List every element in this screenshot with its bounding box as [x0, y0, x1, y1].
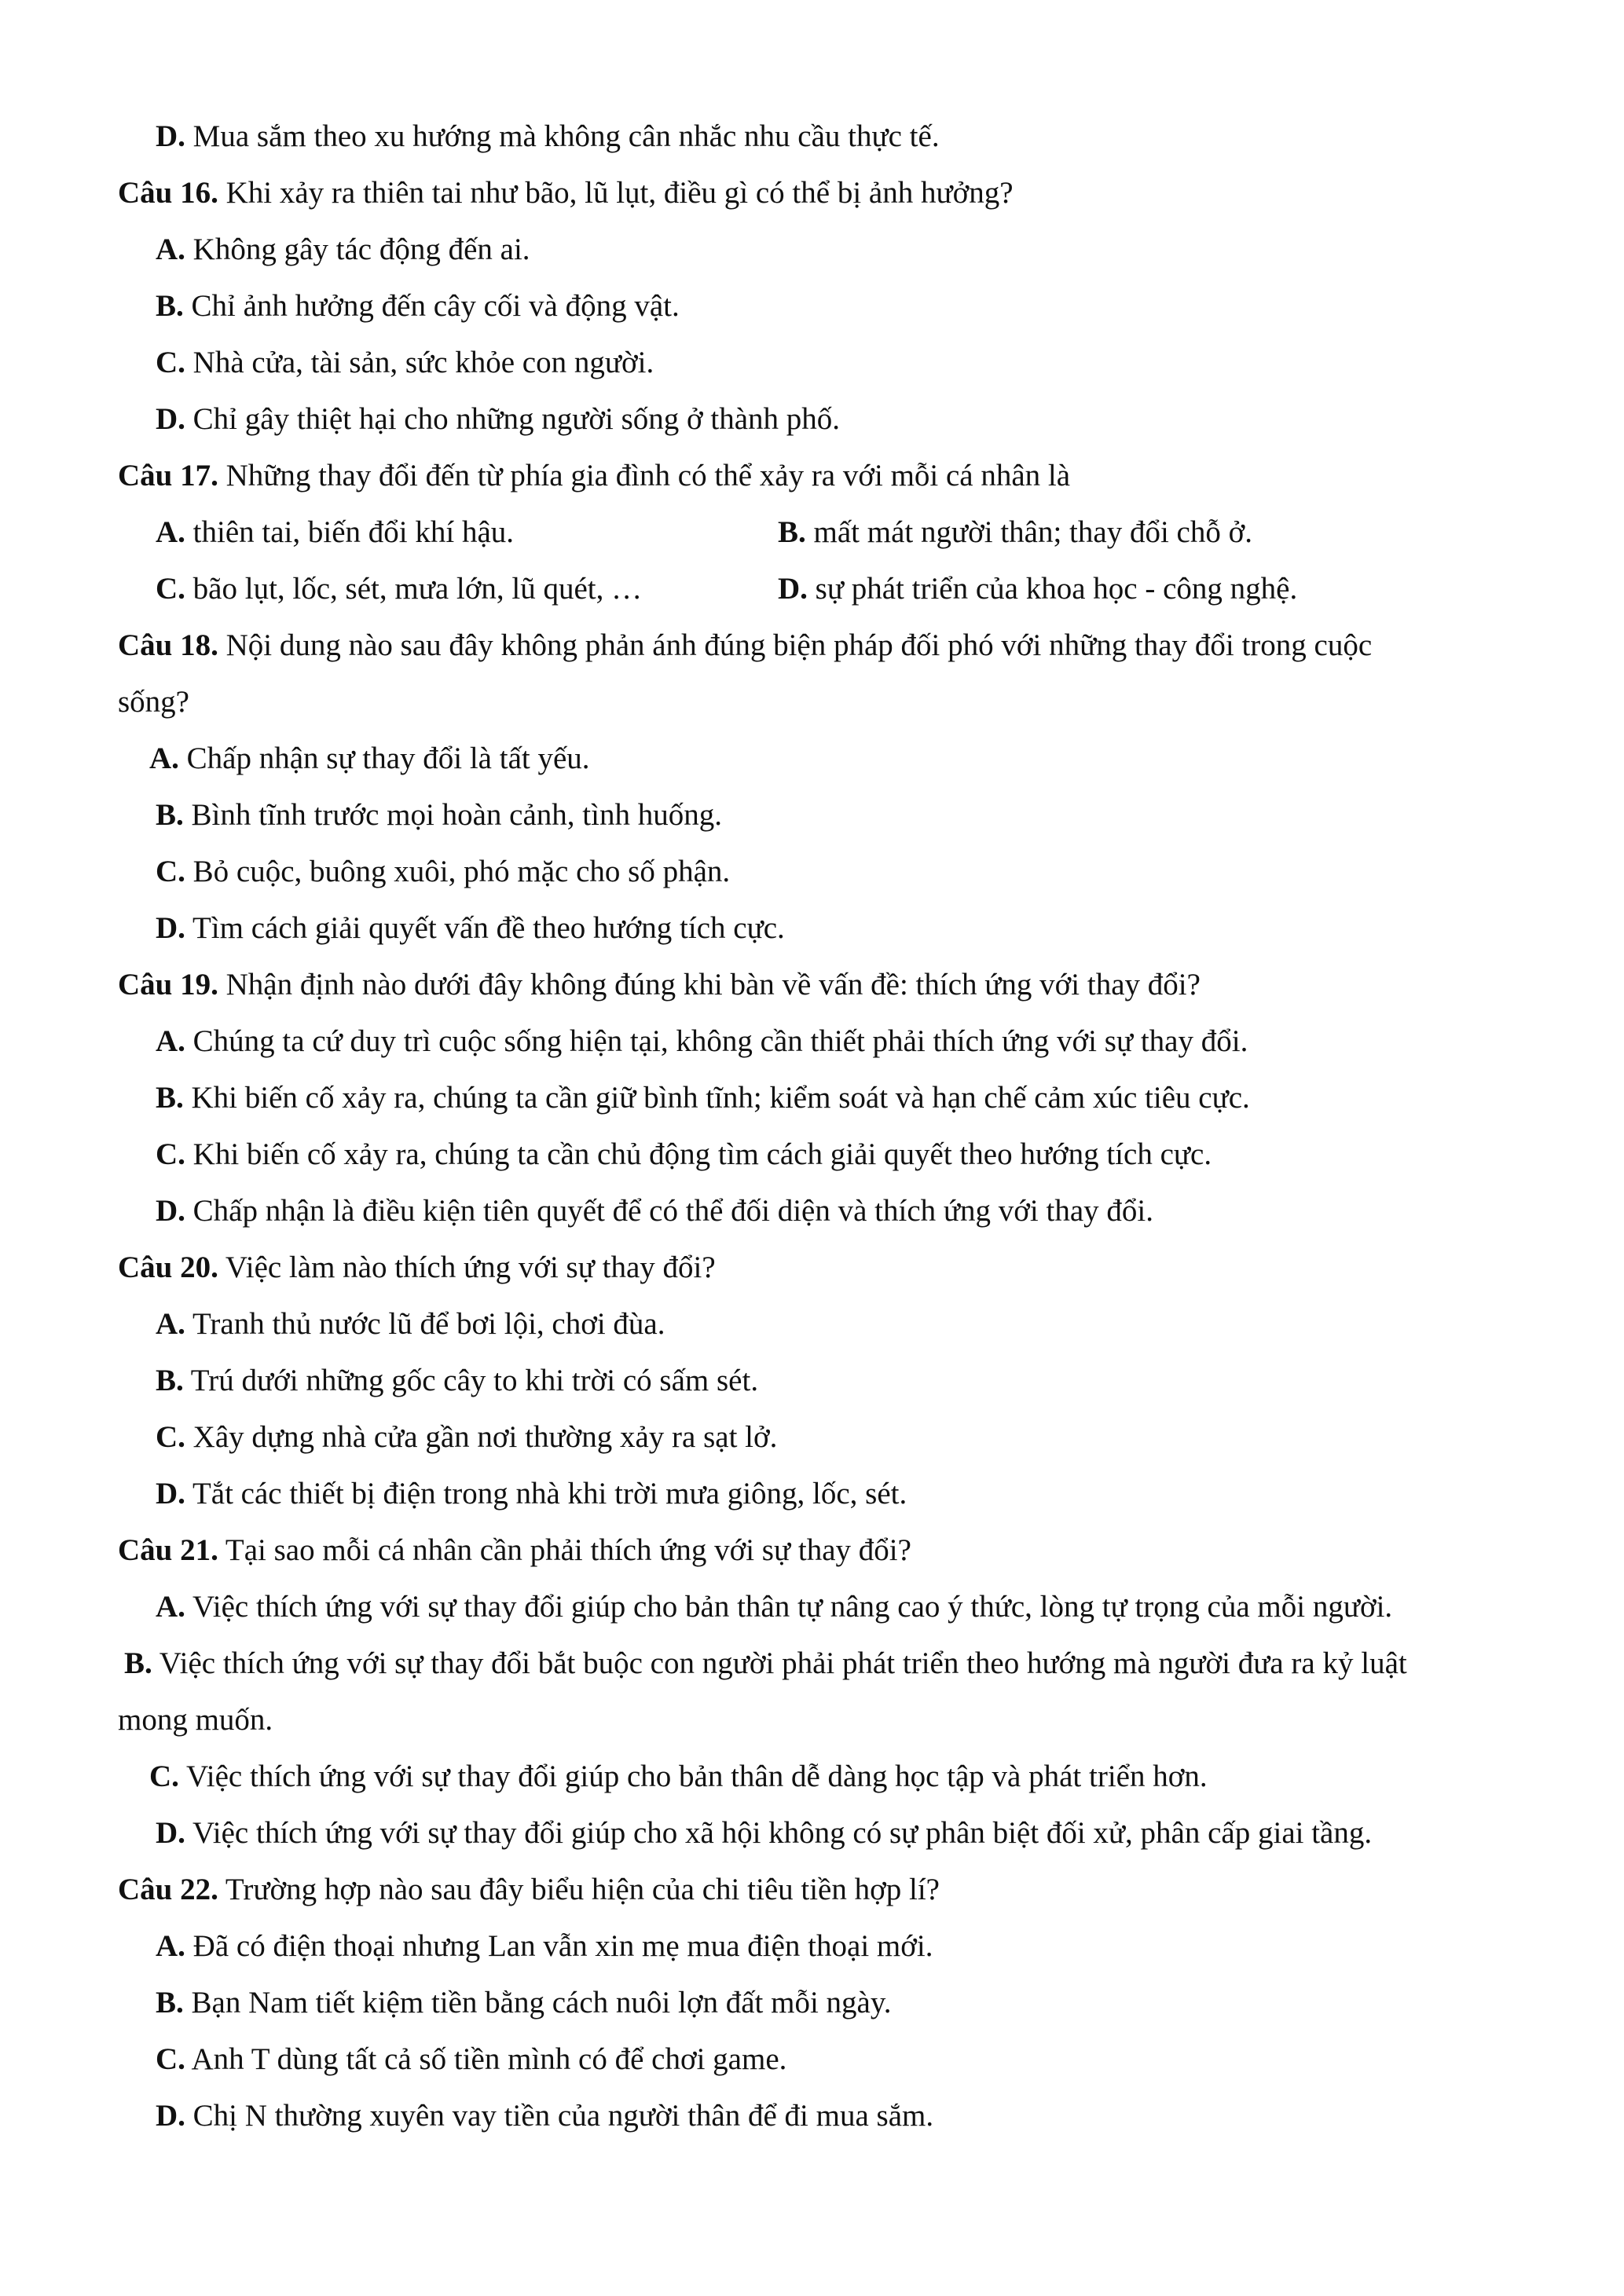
option-label: B.: [156, 1364, 184, 1397]
question-text: sống?: [118, 685, 189, 719]
option-16-b: [156, 286, 680, 327]
option-label: D.: [778, 572, 808, 606]
option-text: Khi biến cố xảy ra, chúng ta cần chủ động tìm cách giải quyết theo hướng tích cực.: [185, 1137, 1212, 1171]
option-18-b: [156, 795, 722, 836]
option-21-b-continued: [118, 1700, 273, 1741]
option-text: Tắt các thiết bị điện trong nhà khi trời mưa giông, lốc, sét.: [185, 1477, 907, 1511]
option-text: Chấp nhận là điều kiện tiên quyết để có thể đối diện và thích ứng với thay đổi.: [185, 1194, 1153, 1228]
option-20-a: [156, 1304, 665, 1345]
option-21-c: [149, 1756, 1208, 1797]
option-17-a: [156, 512, 514, 553]
option-label: D.: [156, 911, 185, 945]
question-text: Tại sao mỗi cá nhân cần phải thích ứng với sự thay đổi?: [218, 1533, 911, 1567]
question-label: Câu 22.: [118, 1873, 218, 1906]
option-text: bão lụt, lốc, sét, mưa lớn, lũ quét, …: [185, 572, 643, 606]
option-18-d: [156, 908, 785, 949]
option-text: Bạn Nam tiết kiệm tiền bằng cách nuôi lợn đất mỗi ngày.: [183, 1986, 892, 2020]
question-18-continued: [118, 682, 189, 723]
option-text: Xây dựng nhà cửa gần nơi thường xảy ra sạt lở.: [185, 1420, 778, 1454]
question-18: [118, 625, 1372, 666]
option-text: Mua sắm theo xu hướng mà không cân nhắc nhu cầu thực tế.: [185, 119, 940, 153]
option-18-a: [149, 738, 590, 779]
option-15-d: [156, 116, 940, 157]
question-text: Nội dung nào sau đây không phản ánh đúng biện pháp đối phó với những thay đổi trong cuộc: [218, 628, 1373, 662]
option-text: Nhà cửa, tài sản, sức khỏe con người.: [185, 346, 654, 379]
option-label: D.: [156, 1477, 185, 1511]
option-label: C.: [156, 1137, 185, 1171]
option-label: A.: [156, 515, 185, 549]
option-label: C.: [156, 1420, 185, 1454]
option-text: Bỏ cuộc, buông xuôi, phó mặc cho số phận.: [185, 855, 731, 888]
option-19-a: [156, 1021, 1248, 1062]
option-22-c: [156, 2039, 786, 2080]
option-text: sự phát triển của khoa học - công nghệ.: [807, 572, 1298, 606]
option-label: A.: [156, 1024, 185, 1058]
option-20-d: [156, 1474, 907, 1514]
question-22: [118, 1869, 940, 1910]
option-16-d: [156, 399, 840, 440]
option-label: A.: [156, 1590, 185, 1624]
option-22-a: [156, 1926, 933, 1967]
option-22-b: [156, 1983, 892, 2023]
question-21: [118, 1530, 911, 1571]
option-text: Việc thích ứng với sự thay đổi giúp cho bản thân dễ dàng học tập và phát triển hơn.: [178, 1760, 1208, 1793]
question-19: [118, 965, 1201, 1005]
option-label: C.: [156, 855, 185, 888]
option-text: Khi biến cố xảy ra, chúng ta cần giữ bình tĩnh; kiểm soát và hạn chế cảm xúc tiêu cực.: [183, 1081, 1250, 1115]
option-18-c: [156, 851, 730, 892]
option-text: Chỉ gây thiệt hại cho những người sống ở thành phố.: [185, 402, 841, 436]
question-20: [118, 1247, 716, 1288]
option-label: A.: [149, 742, 179, 775]
option-text: Việc thích ứng với sự thay đổi giúp cho bản thân tự nâng cao ý thức, lòng tự trọng của mỗi người.: [185, 1590, 1393, 1624]
option-text: Chị N thường xuyên vay tiền của người thân để đi mua sắm.: [185, 2099, 934, 2133]
option-text: Chấp nhận sự thay đổi là tất yếu.: [178, 742, 590, 775]
option-text: Chúng ta cứ duy trì cuộc sống hiện tại, không cần thiết phải thích ứng với sự thay đổi.: [185, 1024, 1248, 1058]
option-17-c: [156, 569, 642, 610]
option-20-c: [156, 1417, 777, 1458]
option-text: Việc thích ứng với sự thay đổi giúp cho xã hội không có sự phân biệt đối xử, phân cấp giai tầng.: [185, 1816, 1373, 1850]
option-21-d: [156, 1813, 1372, 1854]
option-text: mong muốn.: [118, 1703, 273, 1737]
option-19-d: [156, 1191, 1153, 1232]
question-text: Những thay đổi đến từ phía gia đình có thể xảy ra với mỗi cá nhân là: [218, 459, 1071, 493]
option-17-d: [778, 569, 1297, 610]
option-21-a: [156, 1587, 1392, 1628]
question-text: Việc làm nào thích ứng với sự thay đổi?: [218, 1251, 716, 1284]
option-label: B.: [156, 1986, 184, 2020]
question-17: [118, 456, 1070, 496]
option-text: Tranh thủ nước lũ để bơi lội, chơi đùa.: [185, 1307, 665, 1341]
option-16-a: [156, 229, 530, 270]
option-17-b: [778, 512, 1252, 553]
option-text: Tìm cách giải quyết vấn đề theo hướng tích cực.: [185, 911, 785, 945]
option-label: B.: [156, 1081, 184, 1115]
question-label: Câu 18.: [118, 628, 218, 662]
option-label: C.: [156, 346, 185, 379]
question-text: Nhận định nào dưới đây không đúng khi bàn về vấn đề: thích ứng với thay đổi?: [218, 968, 1201, 1002]
option-label: C.: [156, 2042, 185, 2076]
option-label: A.: [156, 1929, 185, 1963]
option-21-b: [124, 1643, 1407, 1684]
option-text: Không gây tác động đến ai.: [185, 233, 530, 266]
option-text: mất mát người thân; thay đổi chỗ ở.: [805, 515, 1252, 549]
question-text: Khi xảy ra thiên tai như bão, lũ lụt, điều gì có thể bị ảnh hưởng?: [218, 176, 1014, 210]
option-label: D.: [156, 119, 185, 153]
option-text: Việc thích ứng với sự thay đổi bắt buộc con người phải phát triển theo hướng mà người đưa ra kỷ luật: [152, 1646, 1407, 1680]
option-16-c: [156, 342, 654, 383]
question-label: Câu 17.: [118, 459, 218, 493]
question-label: Câu 19.: [118, 968, 218, 1002]
option-20-b: [156, 1360, 758, 1401]
option-19-b: [156, 1078, 1250, 1119]
option-text: Trú dưới những gốc cây to khi trời có sấm sét.: [183, 1364, 759, 1397]
option-text: Bình tĩnh trước mọi hoàn cảnh, tình huống.: [183, 798, 722, 832]
option-label: D.: [156, 1816, 185, 1850]
question-16: [118, 173, 1014, 214]
option-22-d: [156, 2096, 933, 2137]
option-label: B.: [156, 798, 184, 832]
option-label: C.: [149, 1760, 179, 1793]
option-19-c: [156, 1134, 1212, 1175]
option-label: C.: [156, 572, 185, 606]
option-text: Anh T dùng tất cả số tiền mình có để chơi game.: [185, 2042, 787, 2076]
option-label: D.: [156, 402, 185, 436]
option-label: B.: [124, 1646, 152, 1680]
question-label: Câu 20.: [118, 1251, 218, 1284]
question-label: Câu 16.: [118, 176, 218, 210]
option-text: thiên tai, biến đổi khí hậu.: [185, 515, 515, 549]
option-label: B.: [156, 289, 184, 323]
question-label: Câu 21.: [118, 1533, 218, 1567]
option-label: D.: [156, 1194, 185, 1228]
option-text: Chỉ ảnh hưởng đến cây cối và động vật.: [183, 289, 680, 323]
question-text: Trường hợp nào sau đây biểu hiện của chi tiêu tiền hợp lí?: [218, 1873, 940, 1906]
option-label: A.: [156, 233, 185, 266]
option-label: D.: [156, 2099, 185, 2133]
option-text: Đã có điện thoại nhưng Lan vẫn xin mẹ mua điện thoại mới.: [185, 1929, 933, 1963]
option-label: A.: [156, 1307, 185, 1341]
option-label: B.: [778, 515, 806, 549]
